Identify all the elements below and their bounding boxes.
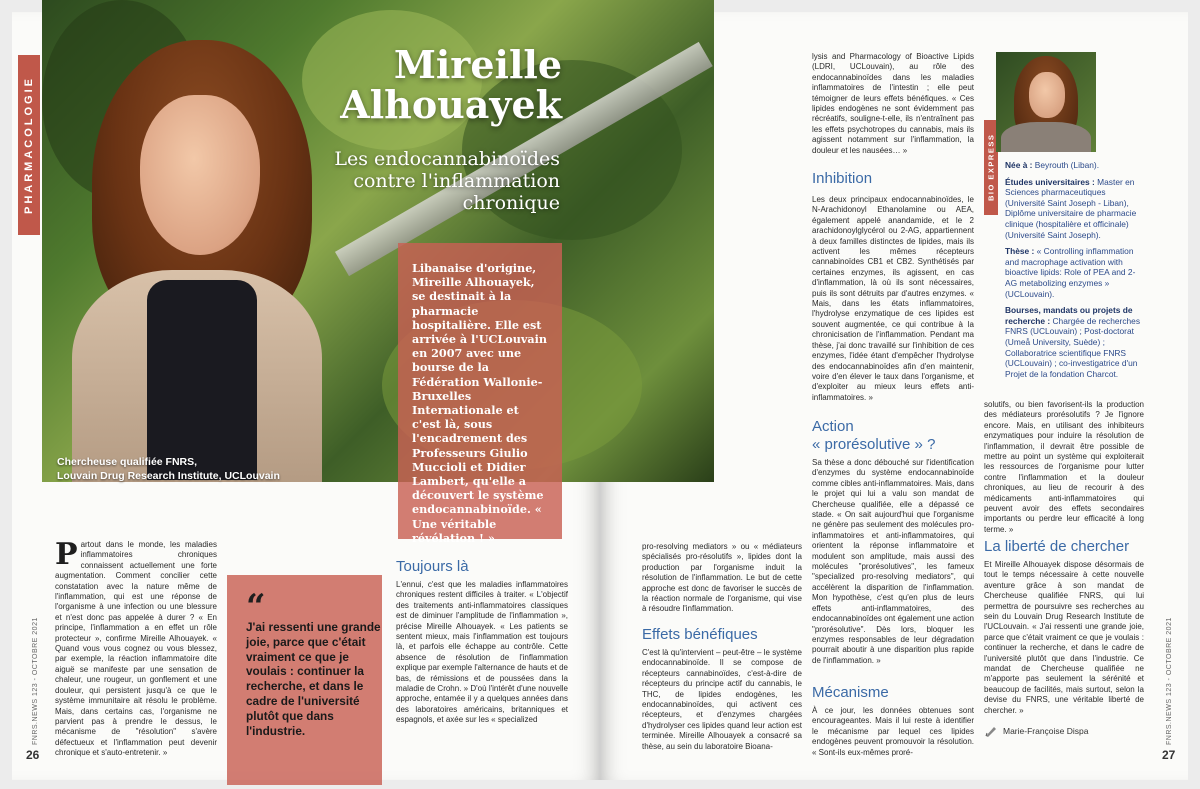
column-4-inhibition: Les deux principaux endocannabinoïdes, le N-Arachidonoyl Ethanolamine ou AEA, également appelé anandamide, et le 2 arachidonoylglycérol ou 2-AG, appartiennent à deux familles distinctes de lipides, mais ils activent les mêmes récepteurs cannabinoïdes CB1 et CB2. Synthétisés par certaines enzymes, ils agissent, en cas d'inflammation, là où ils sont nécessaires, puis ils sont détruits par d'autres enzymes. « Mais, dans les états inflammatoires, l'hydrolyse enzymatique de ces lipides est souvent augmentée, ce qui contribue à la chronicisation de l'inflammation. Pendant ma thèse, j'ai donc travaillé sur l'inhibition de ces enzymes, l'idée étant d'empêcher l'hydrolyse des endocannabinoïdes afin d'en maintenir, voire d'en élever le taux dans l'organisme, et d'exploiter au mieux leurs effets anti-inflammatoires. » bbox=[812, 195, 974, 402]
heading-effets: Effets bénéfiques bbox=[642, 626, 758, 643]
column-2: L'ennui, c'est que les maladies inflammatoires chroniques restent difficiles à traiter. « L'objectif des traitements anti-inflammatoires classiques est de diminuer l'amplitude de l'inflammation », précise Mireille Alhouayek. « Les patients se sentent mieux, mais l'inflammation est toujours là, et parfois elle échappe au contrôle. Cette absence de résolution de l'inflammation explique par exemple l'alternance de hauts et de bas, de rémissions et de poussées dans la maladie de Crohn. » D'où l'intérêt d'une nouvelle approche, entamée il y a quelques années dans des laboratoires américains, britanniques et espagnols, et axée sur les « specialized bbox=[396, 580, 568, 725]
column-3-top: pro-resolving mediators » ou « médiateurs spécialisés pro-résolutifs », lipides dont la production par l'organisme induit la résolution de l'inflammation. Le but de cette approche est donc de favoriser le succès de la réaction normale de l'organisme, qui vise à résoudre l'inflammation. bbox=[642, 542, 802, 614]
heading-inhibition: Inhibition bbox=[812, 170, 873, 187]
pen-icon bbox=[984, 724, 998, 738]
quote-mark-icon: “ bbox=[246, 587, 266, 627]
column-1: P artout dans le monde, les maladies inflammatoires chroniques connaissent actuellement une forte augmentation. Comment concilier cette constatation avec la nature même de l'inflammation, qui est une réponse de l'organisme à une infection ou une blessure et n'est donc pas appelée à durer ? « En principe, l'inflammation a en effet un rôle protecteur », confirme Mireille Alhouayek. « Quand vous vous cognez ou vous blessez, par exemple, la réaction inflammatoire dite aiguë se manifeste par une sensation de chaleur, une rougeur, un gonflement et une douleur, qui persistent jusqu'à ce que le système immunitaire ait résolu le problème. Mais, dans certains cas, l'organisme ne parvient pas à prendre le dessus, le mécanisme de "résolution" s'avère défectueux et l'inflammation peut devenir chronique et s'auto-entretenir. » bbox=[55, 537, 217, 758]
issue-label-left: FNRS.NEWS 123 - OCTOBRE 2021 bbox=[32, 617, 39, 745]
issue-label-right: FNRS.NEWS 123 - OCTOBRE 2021 bbox=[1166, 617, 1173, 745]
column-4-mecanisme: À ce jour, les données obtenues sont encourageantes. Mais il lui reste à identifier le mécanisme par lequel ces lipides endogènes peuvent promouvoir la résolution. « Sont-ils eux-mêmes proré- bbox=[812, 706, 974, 757]
drop-cap: P bbox=[55, 537, 78, 572]
byline: Marie-Françoise Dispa bbox=[1003, 726, 1089, 736]
heading-mecanisme: Mécanisme bbox=[812, 684, 889, 701]
heading-liberte: La liberté de chercher bbox=[984, 538, 1130, 555]
column-5-top: solutifs, ou bien favorisent-ils la production des médiateurs prorésolutifs ? Je l'ignore encore. Mais, en utilisant des inhibiteurs enzymatiques pour induire la résolution de l'inflammation, il devrait être possible de mettre au point un système qui exploiterait les ressources de l'organisme pour lutter contre l'inflammation et la douleur chroniques, au lieu de recourir à des médicaments anti-inflammatoires qui peuvent avoir des effets secondaires importants ou perdre leur efficacité à long terme. » bbox=[984, 400, 1144, 534]
headline: Mireille Alhouayek bbox=[340, 42, 562, 127]
heading-toujours-la: Toujours là bbox=[396, 558, 469, 575]
column-3-effets: C'est là qu'intervient – peut-être – le système endocannabinoïde. Il se compose de récepteurs cannabinoïdes, c'est-à-dire de récepteurs du principe actif du cannabis, le THC, de lipides endogènes, les endocannabinoïdes, qui activent ces récepteurs, et d'enzymes chargées d'hydrolyser ces lipides quand leur action est terminée. Mireille Alhouayek a consacré sa thèse, au sein du laboratoire Bioana- bbox=[642, 648, 802, 751]
page-number-right: 27 bbox=[1162, 748, 1176, 762]
section-tab: PHARMACOLOGIE bbox=[18, 55, 40, 235]
pull-quote: J'ai ressenti une grande joie, parce que c'était vraiment ce que je voulais : continuer la recherche, et dans le cadre de l'université plutôt que dans l'industrie. bbox=[246, 620, 381, 738]
portrait bbox=[72, 40, 322, 480]
bio-box: Née à : Beyrouth (Liban). Études universitaires : Master en Sciences pharmaceutiques (Université Saint Joseph - Liban), Diplôme universitaire de pharmacie clinique (hospitalière et officinale) (Université Saint Joseph). Thèse : « Controlling inflammation and macrophage activation with bioactive lipids: Role of PEA and 2-AG metabolizing enzymes » (UCLouvain). Bourses, mandats ou projets de recherche : Chargée de recherches FNRS (UCLouvain) ; Post-doctorat (Umeå University, Suède) ; Collaboratrice scientifique FNRS (UCLouvain) ; co-investigatrice d'un Projet de la fondation Charcot. bbox=[1005, 160, 1141, 379]
bio-express-tab: BIO EXPRESS bbox=[984, 120, 998, 215]
column-5-liberte: Et Mireille Alhouayek dispose désormais de tout le temps nécessaire à cette nouvelle aventure grâce à son mandat de Chercheuse qualifiée FNRS, qui lui permettra de poursuivre ses recherches au sein du Louvain Drug Research Institute de l'UCLouvain. « J'ai ressenti une grande joie, parce que c'était vraiment ce que je voulais : continuer la recherche, et dans le cadre de l'université plutôt que dans l'industrie. Ce mandat de Chercheuse qualifiée ne m'apporte pas seulement la sérénité et beaucoup de facilités, mais surtout, selon la devise du FNRS, une véritable liberté de chercher. » bbox=[984, 560, 1144, 715]
intro-box: Libanaise d'origine, Mireille Alhouayek, se destinait à la pharmacie hospitalière. Elle est arrivée à l'UCLouvain en 2007 avec une bourse de la Fédération Wallonie-Bruxelles Internationale et c'est là, sous l'encadrement des Professeurs Giulio Muccioli et Didier Lambert, qu'elle a découvert le système endocannabinoïde. « Une véritable révélation ! » bbox=[398, 243, 562, 539]
photo-caption: Chercheuse qualifiée FNRS, Louvain Drug Research Institute, UCLouvain bbox=[57, 456, 280, 482]
page-number-left: 26 bbox=[26, 748, 40, 762]
column-4-top: lysis and Pharmacology of Bioactive Lipids (LDRI, UCLouvain), au rôle des endocannabinoïdes dans les maladies inflammatoires de l'intestin ; elle peut témoigner de leurs effets bénéfiques. « Ces lipides endogènes ne sont évidemment pas récréatifs, souligne-t-elle, ils n'entraînent pas les effets psychotropes du cannabis, mais ils agissent notamment sur l'inflammation, la douleur et les nausées… » bbox=[812, 52, 974, 155]
bio-photo bbox=[996, 52, 1096, 152]
subtitle: Les endocannabinoïdes contre l'inflammation chronique bbox=[334, 148, 560, 214]
column-4-action: Sa thèse a donc débouché sur l'identification d'enzymes du système endocannabinoïde comme cibles anti-inflammatoires. Mais, dans le projet qui lui a valu son mandat de Chercheuse qualifiée, elle a dépassé ce stade. « On sait aujourd'hui que l'organisme ne génère pas seulement des molécules pro-inflammatoires et anti-inflammatoires, qui orientent la réponse inflammatoire et modulent son amplitude, mais aussi des molécules "prorésolutives", les fameux "specialized pro-resolving mediators", qui accélèrent la disparition de l'inflammation. Mon hypothèse, c'est qu'en plus de leurs effets anti-inflammatoires, des endocannabinoïdes ont également une action "prorésolutive". Dès lors, bloquer les enzymes responsables de leur dégradation pourrait aboutir à une disparition plus rapide de l'inflammation. » bbox=[812, 458, 974, 665]
heading-action: Action « prorésolutive » ? bbox=[812, 418, 936, 453]
